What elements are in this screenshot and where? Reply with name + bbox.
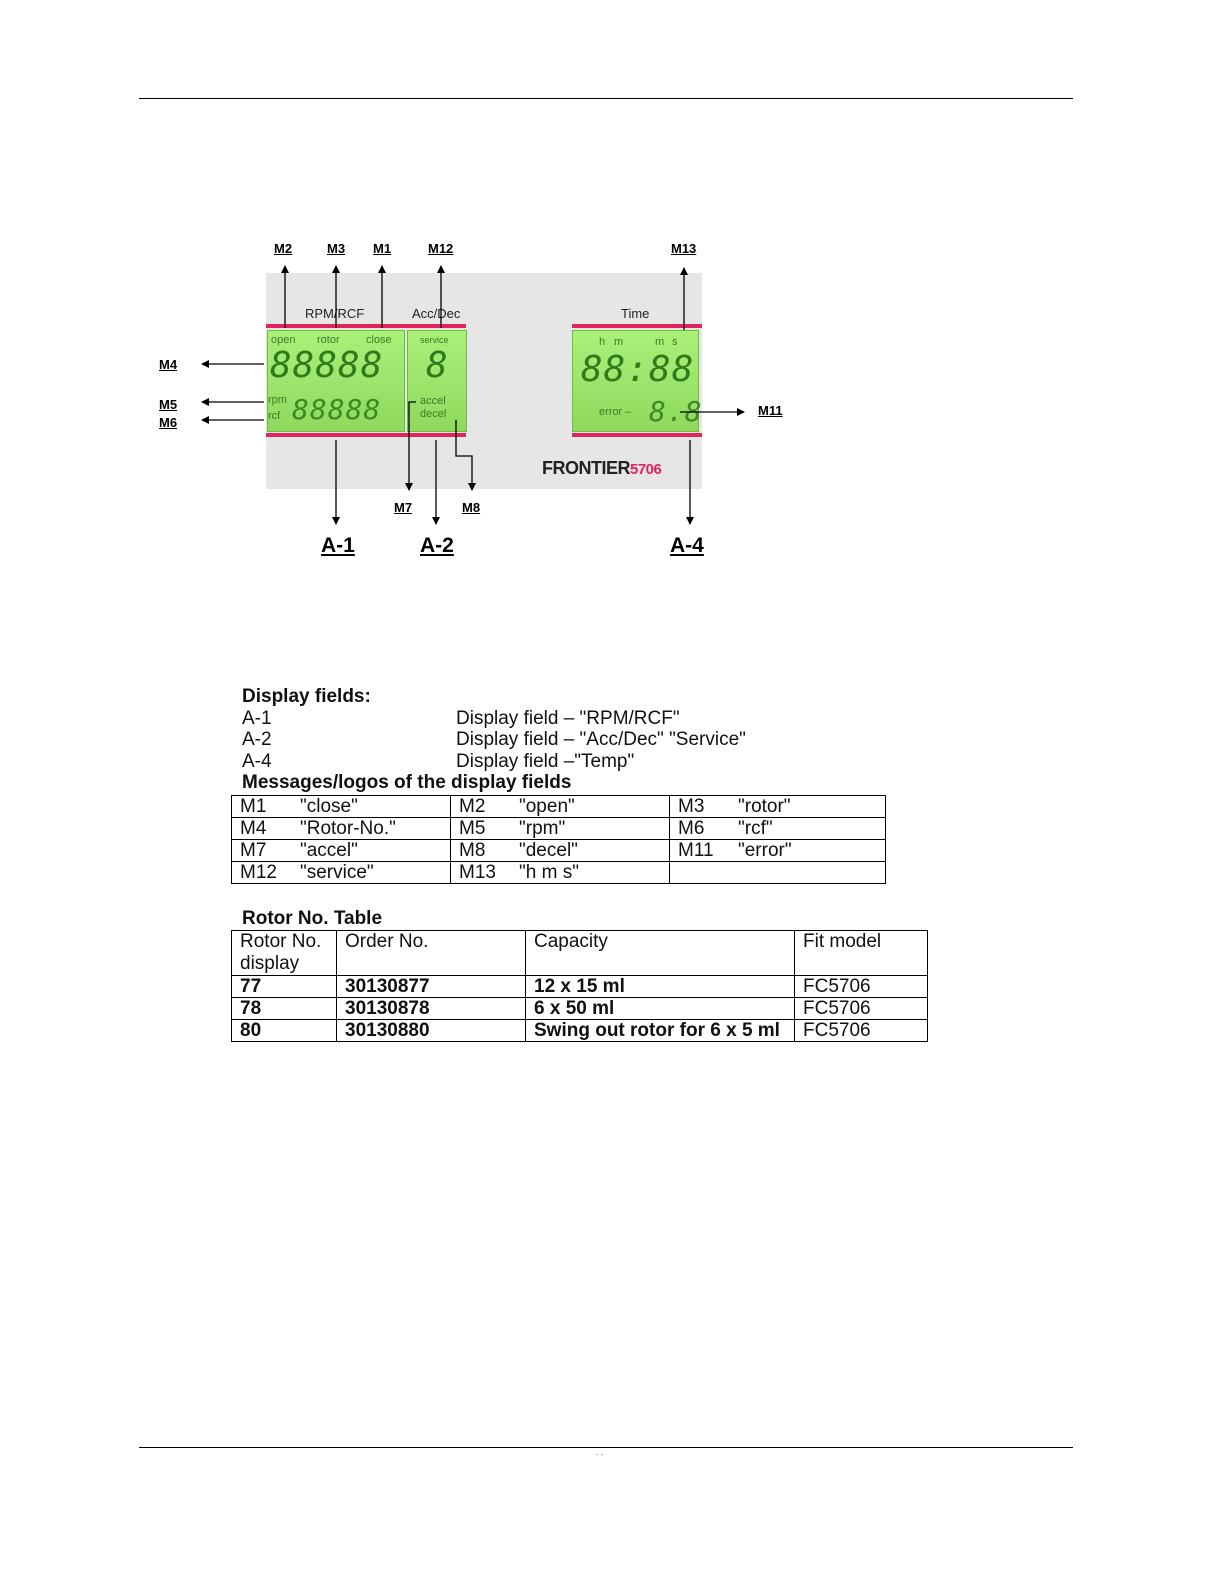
message-code: M4 [240, 818, 267, 839]
table-row [232, 796, 886, 818]
table-cell [232, 796, 451, 818]
rpm-indicator: rpm [268, 394, 287, 406]
message-text: "h m s" [519, 862, 579, 883]
display-field-code: A-2 [242, 729, 272, 750]
column-header: Order No. [337, 931, 526, 976]
rotor-indicator: rotor [317, 334, 340, 346]
callout-m7: M7 [394, 500, 413, 515]
table-row [232, 862, 886, 884]
table-cell [232, 862, 451, 884]
callout-m5: M5 [159, 397, 178, 412]
table-cell [451, 840, 670, 862]
service-indicator: service [420, 335, 449, 345]
s-indicator: s [672, 336, 678, 348]
messages-table [231, 795, 886, 884]
m-indicator: m [655, 336, 665, 348]
table-row [232, 1020, 928, 1042]
order-no-cell: 30130877 [337, 976, 526, 998]
callout-a4: A-4 [670, 534, 704, 557]
decel-indicator: decel [420, 408, 447, 420]
close-indicator: close [366, 334, 392, 346]
capacity-cell: Swing out rotor for 6 x 5 ml [526, 1020, 795, 1042]
brand-name: FRONTIER [542, 458, 630, 478]
message-text: "service" [300, 862, 374, 883]
callout-arrows [140, 230, 820, 570]
message-code: M11 [678, 840, 714, 861]
rotor-table [231, 930, 928, 1042]
message-text: "accel" [300, 840, 358, 861]
open-indicator: open [271, 334, 296, 346]
table-cell [451, 796, 670, 818]
table-row [232, 818, 886, 840]
callout-m6: M6 [159, 415, 178, 430]
table-cell [232, 818, 451, 840]
message-code: M7 [240, 840, 267, 861]
column-header: Fit model [795, 931, 928, 976]
rcf-indicator: rcf [268, 410, 281, 422]
display-field-code: A-4 [242, 751, 272, 772]
callout-m13: M13 [671, 241, 697, 256]
column-header: Capacity [526, 931, 795, 976]
table-row [232, 998, 928, 1020]
message-code: M6 [678, 818, 705, 839]
order-no-cell: 30130878 [337, 998, 526, 1020]
callout-m12: M12 [428, 241, 454, 256]
message-text: "rotor" [738, 796, 791, 817]
brand-model: 5706 [630, 461, 662, 478]
message-code: M1 [240, 796, 267, 817]
table-cell [670, 862, 886, 884]
table-row [232, 840, 886, 862]
table-cell [670, 840, 886, 862]
message-text: "decel" [519, 840, 578, 861]
page-number: - - [596, 1450, 604, 1459]
time-digits: 88:88 [581, 349, 695, 390]
callout-m8: M8 [462, 500, 481, 515]
message-code: M8 [459, 840, 486, 861]
table-header-row [232, 931, 928, 976]
rotor-table-heading: Rotor No. Table [242, 908, 383, 929]
error-indicator: error – [599, 406, 632, 418]
error-digits: 8.8 [649, 395, 703, 428]
order-no-cell: 30130880 [337, 1020, 526, 1042]
message-text: "close" [300, 796, 358, 817]
display-field-desc: Display field –"Temp" [456, 751, 635, 772]
fit-model-cell: FC5706 [795, 998, 928, 1020]
callout-m11: M11 [758, 403, 783, 418]
acc-dec-label: Acc/Dec [412, 306, 461, 321]
display-fields-heading: Display fields: [242, 686, 371, 707]
time-label: Time [621, 306, 650, 321]
message-text: "open" [519, 796, 575, 817]
message-code: M5 [459, 818, 486, 839]
rotor-no-cell: 80 [232, 1020, 337, 1042]
display-field-desc: Display field – "RPM/RCF" [456, 708, 680, 729]
callout-m4: M4 [159, 357, 178, 372]
speed-digits: 88888 [292, 393, 382, 426]
column-header: Rotor No. display [232, 931, 337, 976]
capacity-cell: 12 x 15 ml [526, 976, 795, 998]
table-cell [670, 796, 886, 818]
message-text: "rpm" [519, 818, 566, 839]
display-field-code: A-1 [242, 708, 272, 729]
callout-a1: A-1 [321, 534, 355, 557]
footer-rule [139, 1447, 1073, 1448]
fit-model-cell: FC5706 [795, 976, 928, 998]
m-indicator: m [614, 336, 624, 348]
rotor-number-digits: 88888 [270, 345, 384, 386]
table-cell [670, 818, 886, 840]
table-cell [451, 862, 670, 884]
table-cell [232, 840, 451, 862]
message-text: "rcf" [738, 818, 773, 839]
table-cell [451, 818, 670, 840]
accel-indicator: accel [420, 395, 446, 407]
display-diagram [140, 230, 820, 570]
message-code: M12 [240, 862, 277, 883]
message-code: M2 [459, 796, 486, 817]
acc-dec-digit: 8 [426, 345, 449, 386]
messages-heading: Messages/logos of the display fields [242, 772, 572, 793]
fit-model-cell: FC5706 [795, 1020, 928, 1042]
message-text: "error" [738, 840, 792, 861]
message-text: "Rotor-No." [300, 818, 396, 839]
rpm-rcf-label: RPM/RCF [305, 306, 365, 321]
callout-m2: M2 [274, 241, 293, 256]
h-indicator: h [599, 336, 606, 348]
callout-m3: M3 [327, 241, 346, 256]
display-field-desc: Display field – "Acc/Dec" "Service" [456, 729, 746, 750]
callout-a2: A-2 [420, 534, 454, 557]
header-rule [139, 98, 1073, 99]
table-row [232, 976, 928, 998]
message-code: M3 [678, 796, 705, 817]
rotor-no-cell: 78 [232, 998, 337, 1020]
capacity-cell: 6 x 50 ml [526, 998, 795, 1020]
callout-m1: M1 [373, 241, 392, 256]
message-code: M13 [459, 862, 496, 883]
rotor-no-cell: 77 [232, 976, 337, 998]
